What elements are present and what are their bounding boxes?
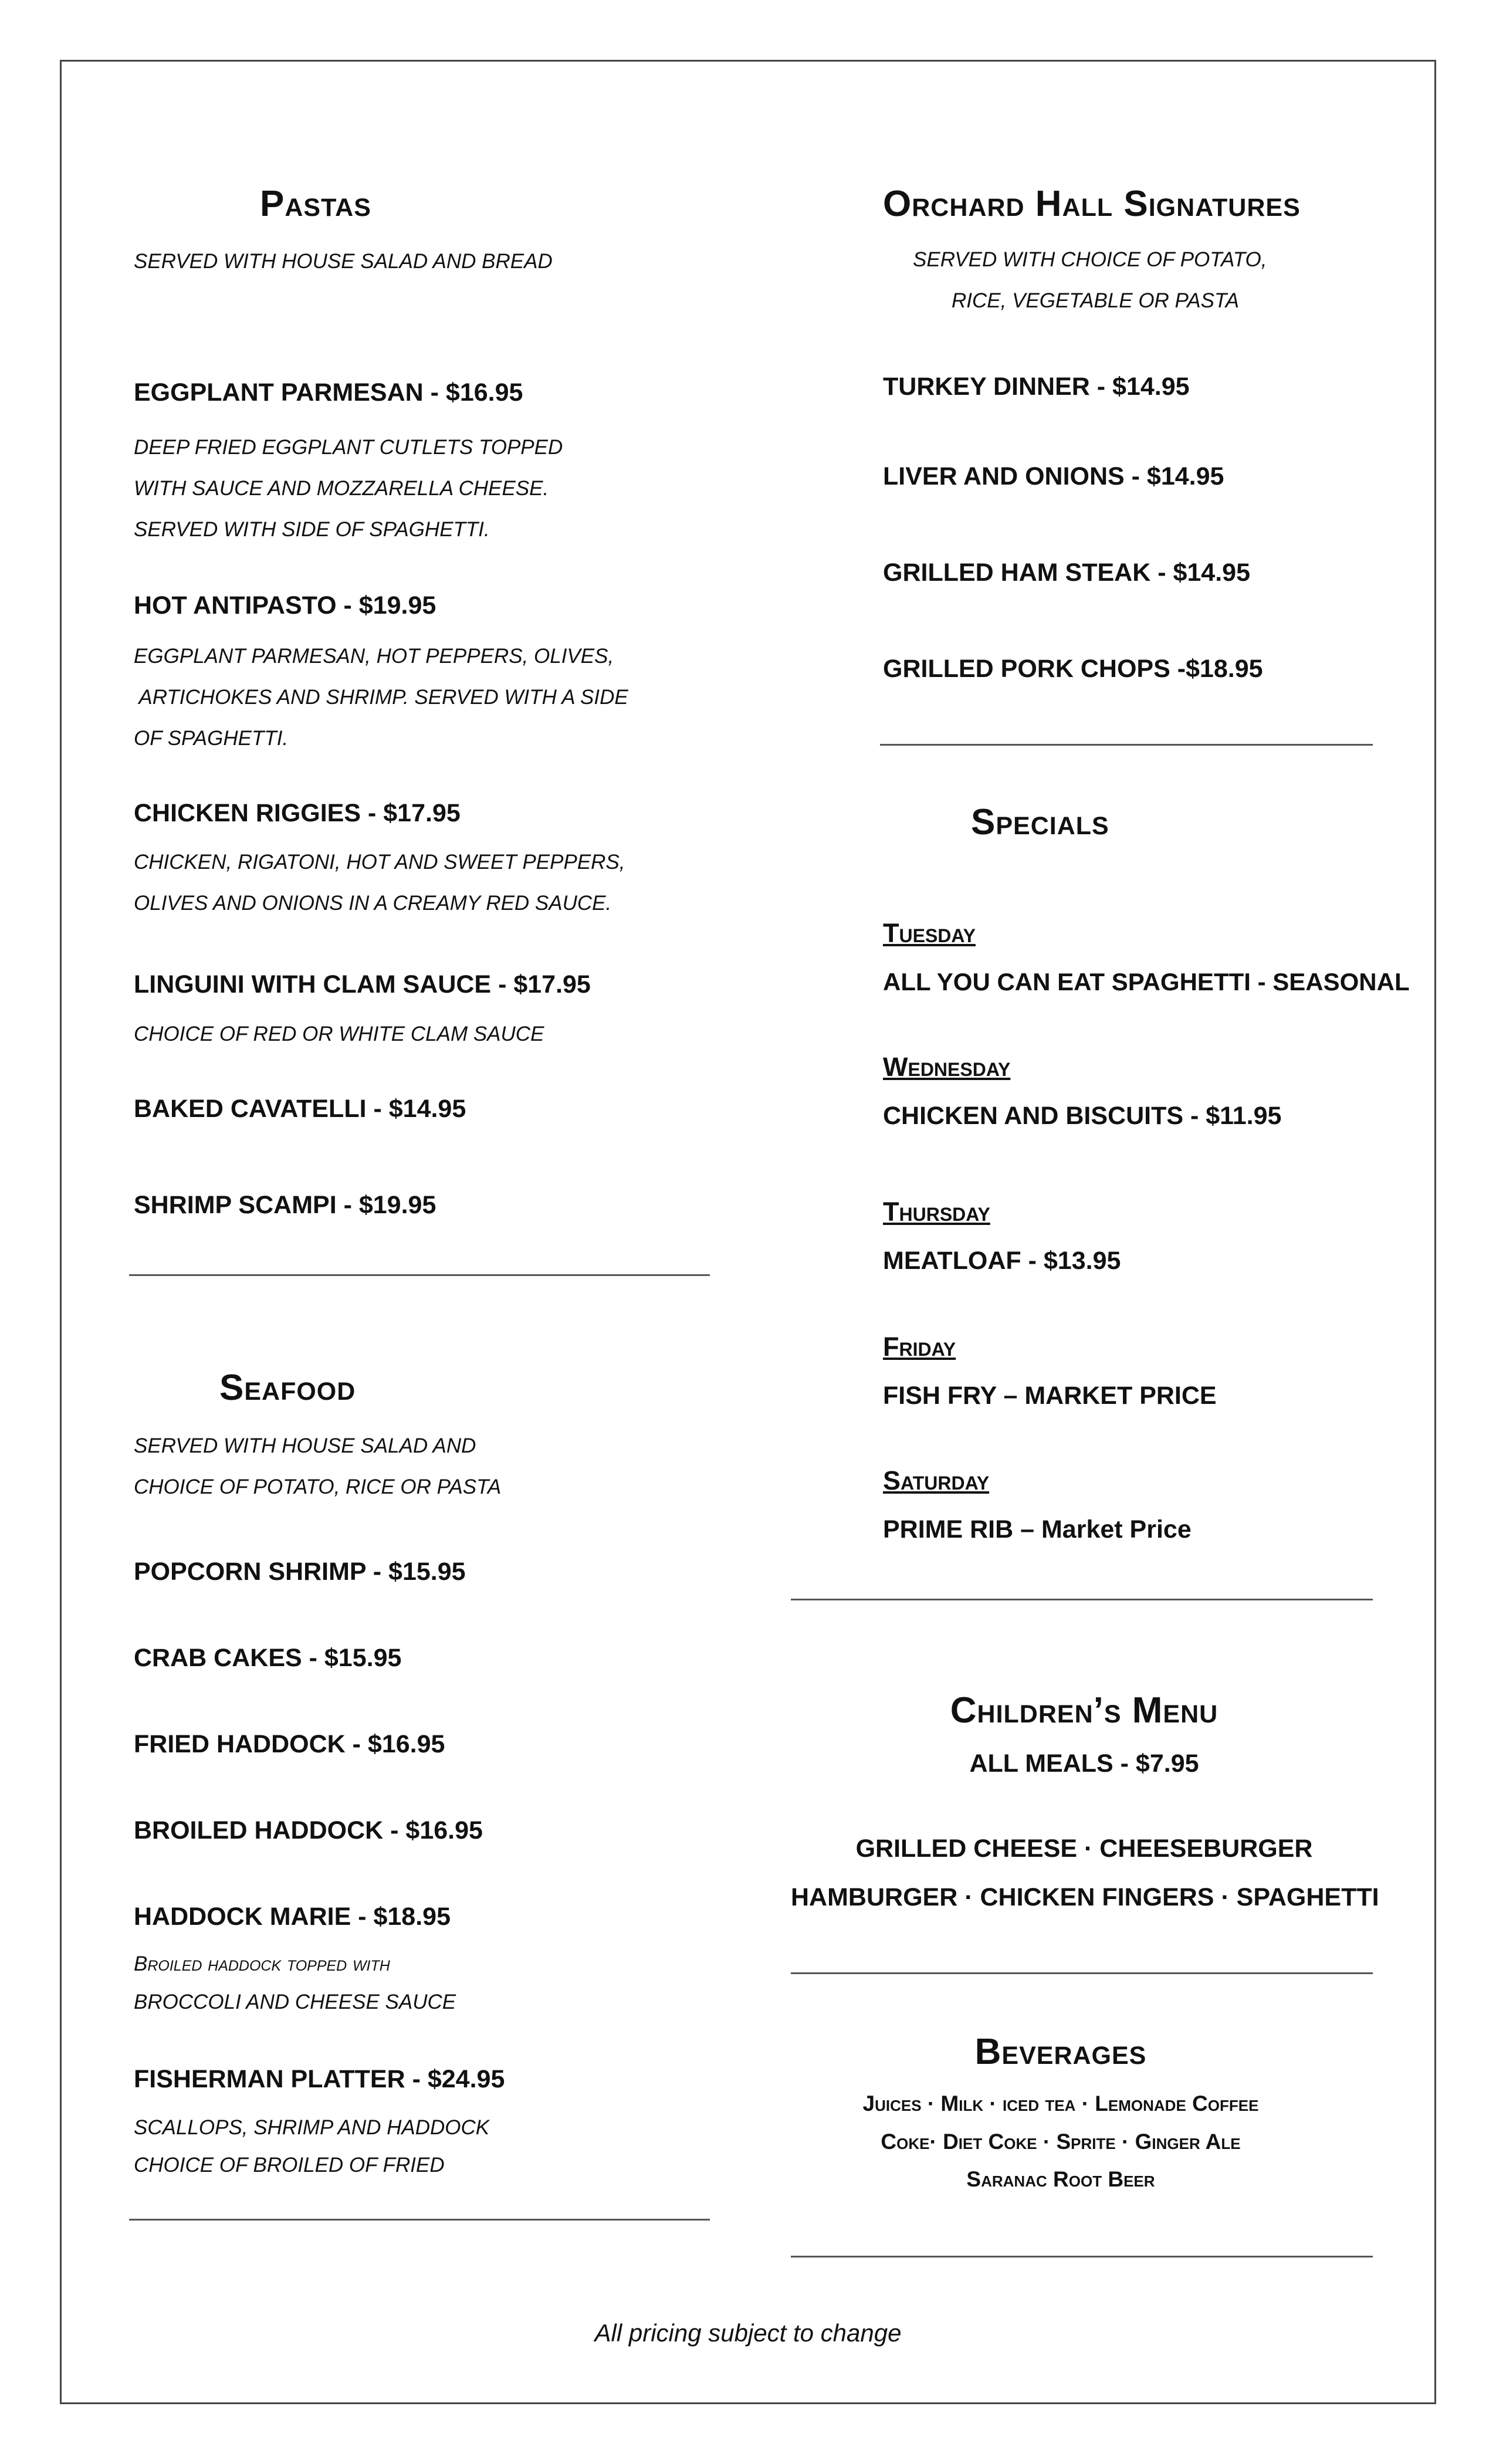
menu-item-name: SHRIMP SCAMPI - $19.95	[134, 1191, 436, 1219]
menu-item-name: TURKEY DINNER - $14.95	[883, 373, 1190, 401]
menu-item-name: HADDOCK MARIE - $18.95	[134, 1903, 451, 1931]
special-day: Friday	[883, 1332, 956, 1362]
menu-item-desc: SCALLOPS, SHRIMP AND HADDOCK	[134, 2116, 490, 2139]
pricing-disclaimer: All pricing subject to change	[594, 2319, 902, 2347]
special-item: MEATLOAF - $13.95	[883, 1247, 1121, 1275]
menu-item-name: POPCORN SHRIMP - $15.95	[134, 1558, 466, 1586]
menu-item-desc: SERVED WITH SIDE OF SPAGHETTI.	[134, 518, 490, 541]
special-day: Saturday	[883, 1465, 990, 1495]
beverages-title: Beverages	[974, 2032, 1147, 2072]
section-divider	[791, 2256, 1373, 2257]
children-items-line: GRILLED CHEESE · CHEESEBURGER	[855, 1835, 1313, 1863]
special-item: ALL YOU CAN EAT SPAGHETTI - SEASONAL	[883, 968, 1410, 996]
special-item: CHICKEN AND BISCUITS - $11.95	[883, 1102, 1282, 1130]
menu-item-name: CHICKEN RIGGIES - $17.95	[134, 799, 461, 827]
section-divider	[791, 1972, 1373, 1974]
beverages-line: Saranac Root Beer	[966, 2167, 1155, 2191]
menu-item-name: BAKED CAVATELLI - $14.95	[134, 1095, 466, 1123]
seafood-subtitle: CHOICE OF POTATO, RICE OR PASTA	[134, 1475, 502, 1498]
menu-item-name: FRIED HADDOCK - $16.95	[134, 1730, 445, 1758]
special-item: FISH FRY – MARKET PRICE	[883, 1382, 1217, 1410]
section-divider	[791, 1599, 1373, 1600]
section-divider	[880, 744, 1373, 746]
menu-item-desc: CHOICE OF RED OR WHITE CLAM SAUCE	[134, 1023, 544, 1045]
special-day: Thursday	[883, 1197, 990, 1227]
special-item: PRIME RIB – Market Price	[883, 1515, 1192, 1544]
menu-item-name: LIVER AND ONIONS - $14.95	[883, 462, 1224, 490]
menu-item-desc: OF SPAGHETTI.	[134, 727, 289, 750]
children-items-line: HAMBURGER · CHICKEN FINGERS · SPAGHETTI	[791, 1883, 1379, 1911]
menu-item-desc: BROCCOLI AND CHEESE SAUCE	[134, 1991, 456, 2013]
menu-item-desc: CHICKEN, RIGATONI, HOT AND SWEET PEPPERS,	[134, 851, 625, 874]
beverages-line: Juices · Milk · iced tea · Lemonade Coffee	[862, 2091, 1259, 2116]
menu-item-name: HOT ANTIPASTO - $19.95	[134, 591, 436, 620]
menu-item-desc: OLIVES AND ONIONS IN A CREAMY RED SAUCE.	[134, 892, 612, 915]
special-day: Tuesday	[883, 918, 976, 948]
menu-item-desc: ARTICHOKES AND SHRIMP. SERVED WITH A SIDE	[134, 686, 628, 709]
menu-item-name: GRILLED PORK CHOPS -$18.95	[883, 655, 1263, 683]
children-title: Children’s Menu	[950, 1690, 1219, 1731]
menu-item-desc: DEEP FRIED EGGPLANT CUTLETS TOPPED	[134, 436, 563, 459]
seafood-title: Seafood	[219, 1368, 356, 1408]
menu-item-name: LINGUINI WITH CLAM SAUCE - $17.95	[134, 970, 591, 999]
special-day: Wednesday	[883, 1052, 1011, 1082]
specials-title: Specials	[971, 802, 1109, 842]
pastas-subtitle: SERVED WITH HOUSE SALAD AND BREAD	[134, 250, 553, 273]
menu-item-name: CRAB CAKES - $15.95	[134, 1644, 402, 1672]
menu-item-desc: WITH SAUCE AND MOZZARELLA CHEESE.	[134, 477, 549, 500]
beverages-line: Coke· Diet Coke · Sprite · Ginger Ale	[881, 2130, 1241, 2154]
menu-item-name: GRILLED HAM STEAK - $14.95	[883, 559, 1250, 587]
menu-item-name: BROILED HADDOCK - $16.95	[134, 1816, 483, 1844]
menu-item-desc: CHOICE OF BROILED OF FRIED	[134, 2154, 445, 2177]
menu-item-desc: Broiled haddock topped with	[134, 1952, 390, 1975]
menu-item-name: EGGPLANT PARMESAN - $16.95	[134, 378, 523, 407]
pastas-title: Pastas	[260, 184, 371, 224]
children-price: ALL MEALS - $7.95	[969, 1749, 1199, 1778]
section-divider	[129, 2219, 710, 2221]
seafood-subtitle: SERVED WITH HOUSE SALAD AND	[134, 1434, 476, 1457]
section-divider	[129, 1274, 710, 1276]
menu-item-desc: EGGPLANT PARMESAN, HOT PEPPERS, OLIVES,	[134, 645, 614, 668]
signatures-subtitle: RICE, VEGETABLE OR PASTA	[952, 289, 1240, 312]
signatures-title: Orchard Hall Signatures	[883, 184, 1301, 224]
signatures-subtitle: SERVED WITH CHOICE OF POTATO,	[913, 248, 1267, 271]
menu-item-name: FISHERMAN PLATTER - $24.95	[134, 2065, 505, 2093]
